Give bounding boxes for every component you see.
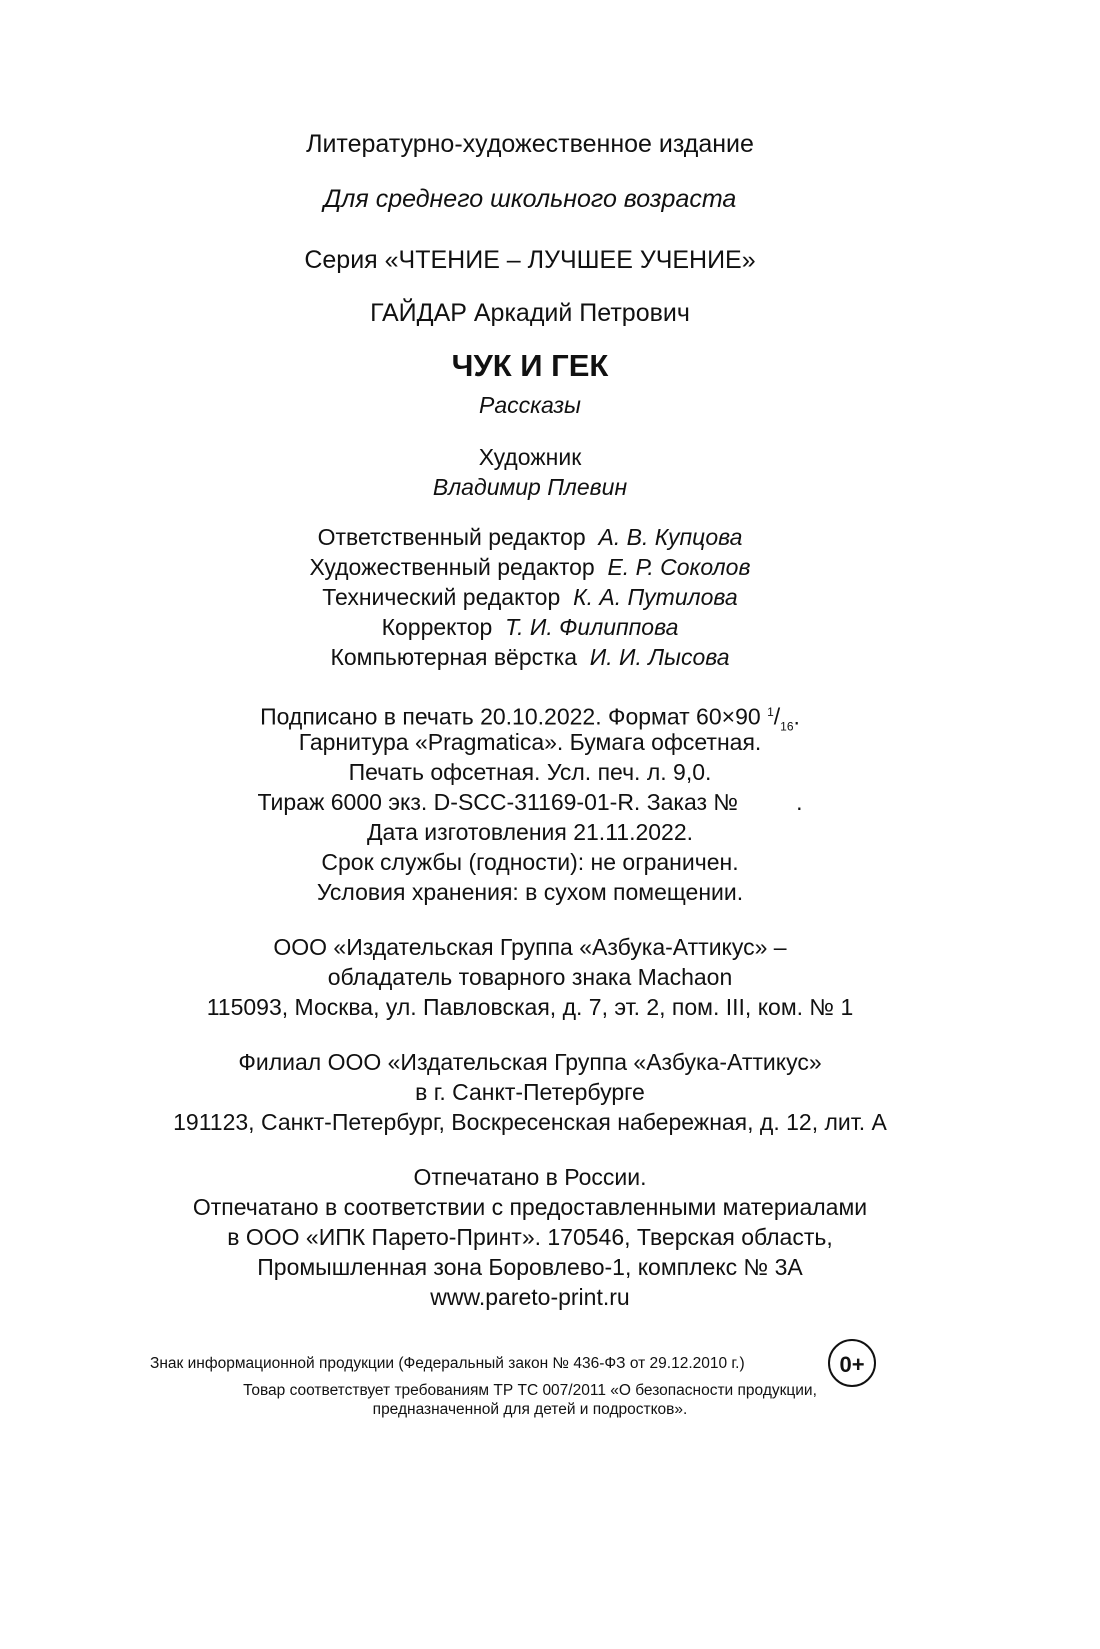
publisher-address: 115093, Москва, ул. Павловская, д. 7, эт. 2, пом. III, ком. № 1: [206, 994, 854, 1020]
printer-line: в ООО «ИПК Парето-Принт». 170546, Тверская область,: [227, 1224, 833, 1250]
illustrator-name: Владимир Плевин: [432, 474, 628, 500]
staff-role: Технический редактор: [322, 584, 561, 610]
staff-name: Т. И. Филиппова: [505, 614, 679, 640]
manufacture-date-line: Дата изготовления 21.11.2022.: [366, 819, 694, 845]
format-numerator: 1: [767, 705, 774, 719]
storage-line: Условия хранения: в сухом помещении.: [316, 879, 744, 905]
branch-line: в г. Санкт-Петербурге: [415, 1079, 645, 1105]
staff-name: К. А. Путилова: [573, 584, 738, 610]
publisher-line: обладатель товарного знака Machaon: [327, 964, 733, 990]
staff-name: А. В. Купцова: [598, 524, 743, 550]
book-title: ЧУК И ГЕК: [451, 348, 609, 383]
staff-name: И. И. Лысова: [589, 644, 730, 670]
printer-line: Промышленная зона Боровлево-1, комплекс № 3А: [257, 1254, 803, 1280]
staff-row: [0, 612, 1060, 642]
print-run-line: Тираж 6000 экз. D-SCC-31169-01-R. Заказ № .: [257, 789, 803, 815]
shelf-life-line: Срок службы (годности): не ограничен.: [321, 849, 739, 875]
staff-role: Художественный редактор: [309, 554, 595, 580]
illustrator-role: Художник: [478, 444, 582, 470]
staff-role: Ответственный редактор: [317, 524, 586, 550]
print-method-line: Печать офсетная. Усл. печ. л. 9,0.: [348, 759, 712, 785]
staff-row: [0, 522, 1060, 552]
book-genre: Рассказы: [479, 392, 581, 418]
staff-name: Е. Р. Соколов: [607, 554, 751, 580]
info-sign-line: Знак информационной продукции (Федеральный закон № 436-ФЗ от 29.12.2010 г.): [150, 1355, 745, 1372]
age-rating-badge: 0+: [828, 1339, 876, 1387]
staff-row: [0, 552, 1060, 582]
staff-role: Компьютерная вёрстка: [330, 644, 578, 670]
branch-line: Филиал ООО «Издательская Группа «Азбука-Аттикус»: [238, 1049, 822, 1075]
compliance-line: предназначенной для детей и подростков».: [372, 1401, 688, 1418]
print-signed-line: Подписано в печать 20.10.2022. Формат 60×90 $^1/_{16}$.: [260, 703, 800, 734]
publisher-line: ООО «Издательская Группа «Азбука-Аттикус» –: [273, 934, 787, 960]
print-typeface-line: Гарнитура «Pragmatica». Бумага офсетная.: [298, 729, 762, 755]
branch-address: 191123, Санкт-Петербург, Воскресенская набережная, д. 12, лит. А: [173, 1109, 887, 1135]
series-name: Серия «ЧТЕНИЕ – ЛУЧШЕЕ УЧЕНИЕ»: [304, 246, 756, 274]
printer-website: www.pareto-print.ru: [430, 1284, 630, 1310]
staff-row: [0, 642, 1060, 672]
staff-row: [0, 582, 1060, 612]
printer-line: Отпечатано в России.: [413, 1164, 647, 1190]
edition-type: Литературно-художественное издание: [306, 130, 754, 158]
format-denominator: 16: [780, 719, 794, 734]
compliance-line: Товар соответствует требованиям ТР ТС 007/2011 «О безопасности продукции,: [243, 1382, 817, 1399]
printer-line: Отпечатано в соответствии с предоставленными материалами: [192, 1194, 868, 1220]
staff-role: Корректор: [381, 614, 493, 640]
author-name: ГАЙДАР Аркадий Петрович: [370, 299, 690, 327]
age-group: Для среднего школьного возраста: [323, 185, 737, 213]
